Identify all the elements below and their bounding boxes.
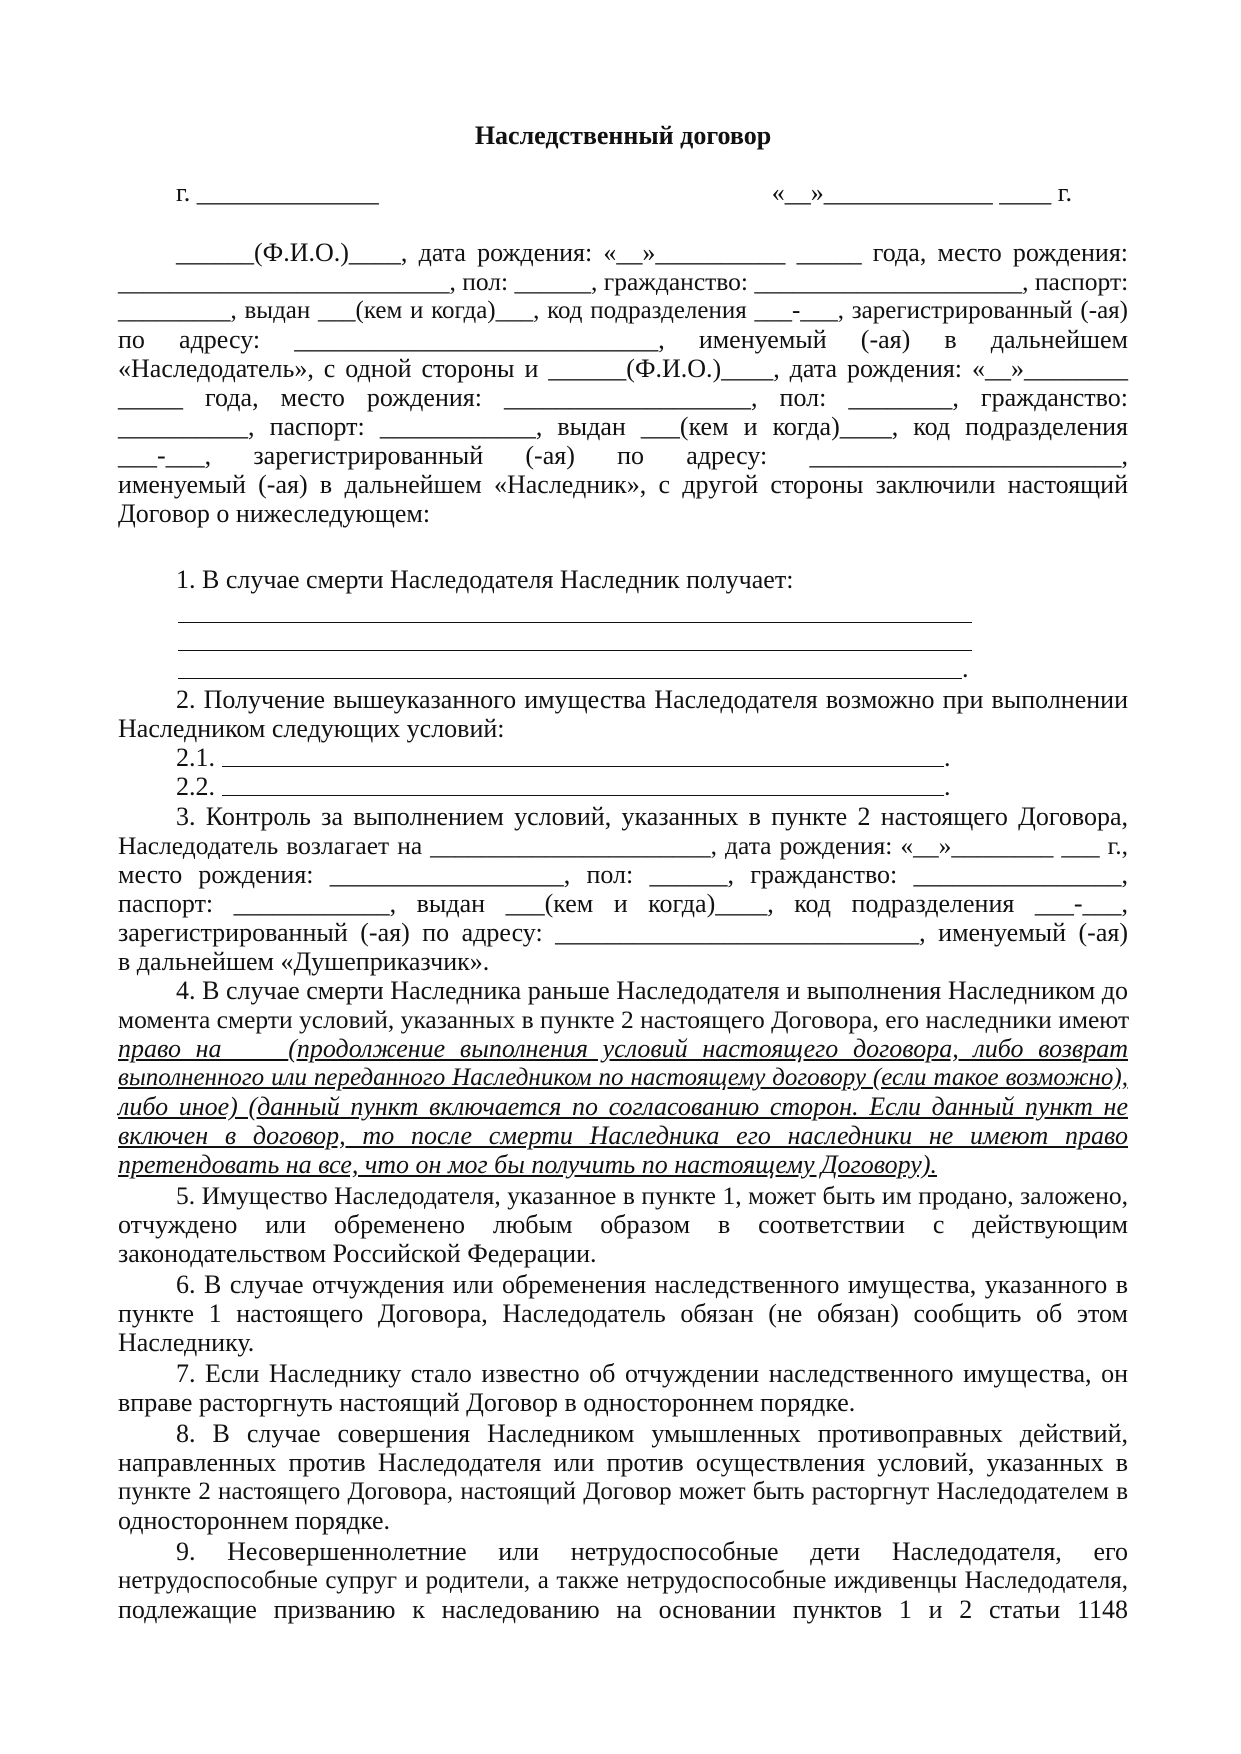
clause-4-line-5: либо иное) (данный пункт включается по согласованию сторон. Если данный пункт не (118, 1092, 1128, 1121)
preamble-line-7: __________, паспорт: ____________, выдан ___(кем и когда)____, код подразделения (118, 412, 1128, 441)
document-title: Наследственный договор (474, 121, 772, 150)
clause-8-line-4: одностороннем порядке. (118, 1506, 391, 1535)
clause-3-line-2: Наследодатель возлагает на ______________________, дата рождения: «__»________ ___ г., (118, 831, 1128, 860)
clause-9-line-1: 9. Несовершеннолетние или нетрудоспособные дети Наследодателя, его (176, 1537, 1128, 1566)
clause-4-line-7: претендовать на все, что он мог бы получить по настоящему Договору). (118, 1150, 937, 1179)
clause-6-line-1: 6. В случае отчуждения или обременения наследственного имущества, указанного в (176, 1270, 1128, 1299)
clause-2-1-period: . (944, 743, 951, 772)
clause-4-line-1: 4. В случае смерти Наследника раньше Наследодателя и выполнения Наследником до (176, 976, 1128, 1005)
clause-7-line-2: вправе расторгнуть настоящий Договор в одностороннем порядке. (118, 1388, 856, 1417)
clause-9-line-2: нетрудоспособные супруг и родители, а также нетрудоспособные иждивенцы Наследодателя, (118, 1567, 1128, 1594)
clause-3-line-1: 3. Контроль за выполнением условий, указанных в пункте 2 настоящего Договора, (176, 802, 1128, 831)
clause-2-line-1: 2. Получение вышеуказанного имущества Наследодателя возможно при выполнении (176, 685, 1128, 714)
preamble-line-9: именуемый (-ая) в дальнейшем «Наследник», с другой стороны заключили настоящий (118, 470, 1128, 499)
clause-2-1-blank (222, 766, 944, 767)
clause-8-line-2: направленных против Наследодателя или против осуществления условий, указанных в (118, 1448, 1128, 1477)
clause-2-2-number: 2.2. (176, 772, 215, 801)
clause-3-line-3: место рождения: __________________, пол: ______, гражданство: ________________, (118, 860, 1128, 889)
clause-1-blank-line-2 (178, 650, 972, 651)
clause-1-text: 1. В случае смерти Наследодателя Наследник получает: (176, 565, 794, 594)
preamble-line-8: ___-___, зарегистрированный (-ая) по адресу: ________________________, (118, 441, 1128, 470)
clause-3-line-4: паспорт: ____________, выдан ___(кем и когда)____, код подразделения ___-___, (118, 889, 1128, 918)
clause-4-line-4: выполненного или переданного Наследником по настоящему договору (если такое возможно), (118, 1064, 1128, 1091)
clause-3-line-5: зарегистрированный (-ая) по адресу: ____________________________, именуемый (-ая) (118, 918, 1128, 947)
preamble-line-6: _____ года, место рождения: ___________________, пол: ________, гражданство: (118, 383, 1128, 412)
clause-6-line-2: пункте 1 настоящего Договора, Наследодатель обязан (не обязан) сообщить об этом (118, 1299, 1128, 1328)
clause-4-line-3: право на ____(продолжение выполнения условий настоящего договора, либо возврат (118, 1034, 1128, 1063)
preamble-line-4: по адресу: ____________________________, именуемый (-ая) в дальнейшем (118, 325, 1128, 354)
clause-6-line-3: Наследнику. (118, 1328, 255, 1357)
clause-7-line-1: 7. Если Наследнику стало известно об отчуждении наследственного имущества, он (176, 1359, 1128, 1388)
header-city: г. ______________ (176, 178, 379, 207)
clause-9-line-3: подлежащие призванию к наследованию на основании пунктов 1 и 2 статьи 1148 (118, 1595, 1128, 1624)
clause-2-2-blank (222, 795, 944, 796)
clause-4-line-2: момента смерти условий, указанных в пункте 2 настоящего Договора, его наследники имеют (118, 1005, 1130, 1034)
clause-5-line-3: законодательством Российской Федерации. (118, 1239, 597, 1268)
clause-1-period: . (962, 654, 969, 683)
header-date: «__»_____________ ____ г. (771, 178, 1072, 207)
preamble-line-3: _________, выдан ___(кем и когда)___, код подразделения ___-___, зарегистрированный (-ая) (118, 297, 1128, 324)
clause-2-1-number: 2.1. (176, 743, 215, 772)
preamble-line-5: «Наследодатель», с одной стороны и ______(Ф.И.О.)____, дата рождения: «__»________ (118, 354, 1128, 383)
clause-2-2-period: . (944, 772, 951, 801)
clause-4-line-6: включен в договор, то после смерти Наследника его наследники не имеют право (118, 1121, 1128, 1150)
preamble-line-10: Договор о нижеследующем: (118, 499, 431, 528)
clause-8-line-1: 8. В случае совершения Наследником умышленных противоправных действий, (176, 1419, 1128, 1448)
clause-5-line-2: отчуждено или обременено любым образом в соответствии с действующим (118, 1210, 1128, 1239)
clause-3-line-6: в дальнейшем «Душеприказчик». (118, 947, 490, 976)
clause-5-line-1: 5. Имущество Наследодателя, указанное в пункте 1, может быть им продано, заложено, (176, 1181, 1128, 1210)
preamble-line-1: ______(Ф.И.О.)____, дата рождения: «__»__________ _____ года, место рождения: (176, 238, 1128, 267)
clause-2-line-2: Наследником следующих условий: (118, 714, 505, 743)
preamble-line-2: __________________________, пол: ______, гражданство: _____________________, паспорт: (118, 267, 1129, 296)
clause-1-blank-line-1 (178, 622, 972, 623)
clause-1-blank-line-3 (178, 678, 962, 679)
clause-8-line-3: пункте 2 настоящего Договора, настоящий Договор может быть расторгнут Наследодателем в (118, 1478, 1128, 1505)
